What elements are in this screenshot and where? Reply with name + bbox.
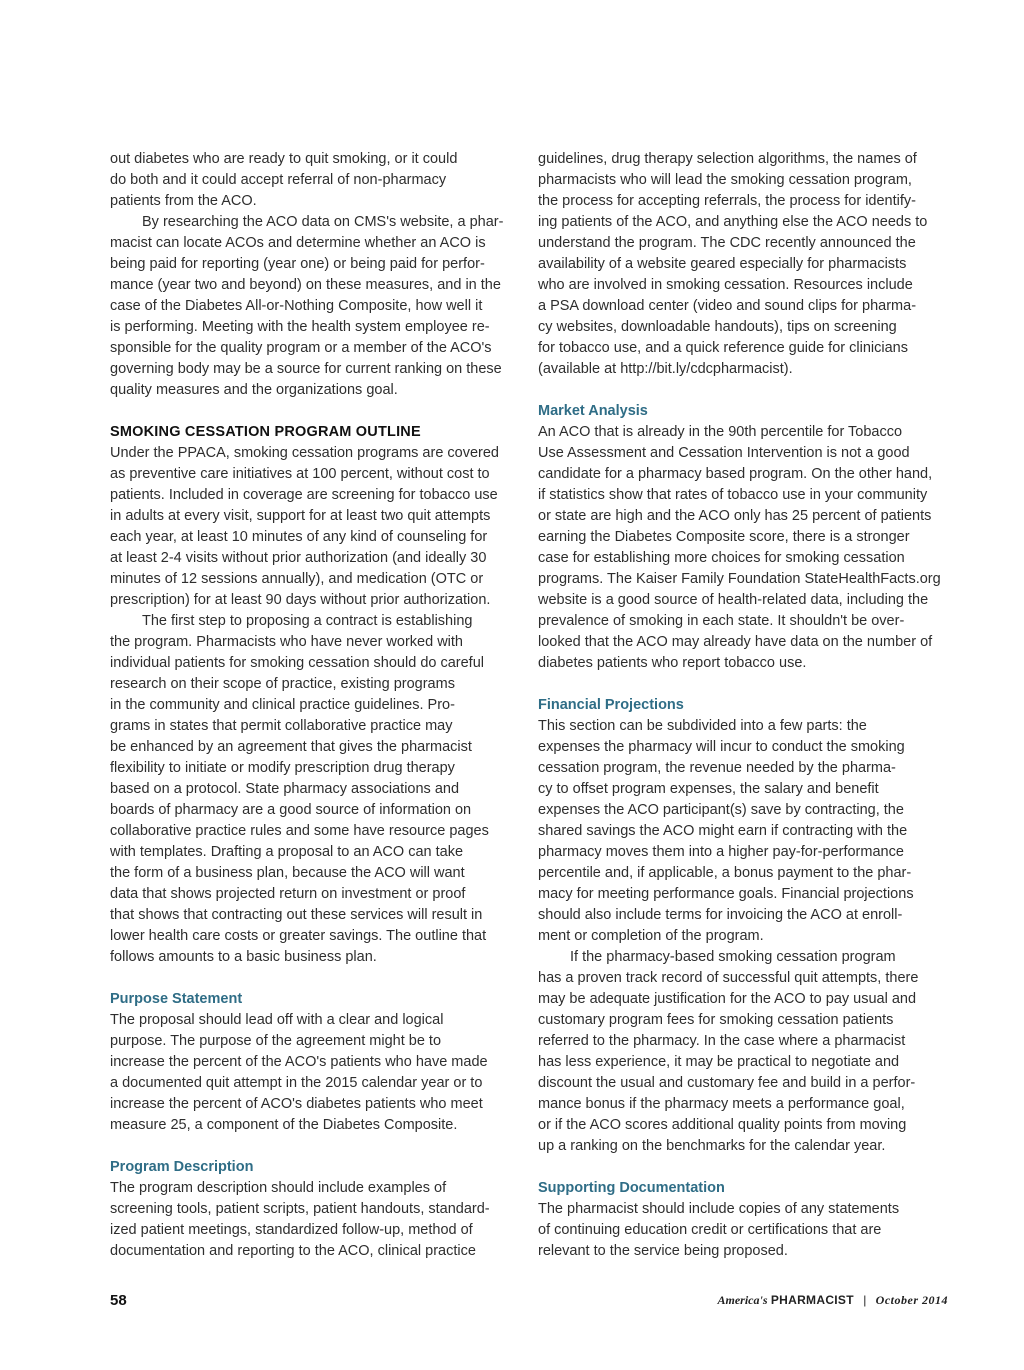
text-line: cy websites, downloadable handouts), tips on screening	[538, 319, 897, 335]
text-line: measure 25, a component of the Diabetes Composite.	[110, 1117, 458, 1133]
text-line: has less experience, it may be practical to negotiate and	[538, 1054, 900, 1070]
text-line: The proposal should lead off with a clear and logical	[110, 1012, 444, 1028]
text-line: macist can locate ACOs and determine whether an ACO is	[110, 235, 486, 251]
text-line: relevant to the service being proposed.	[538, 1243, 788, 1259]
text-line: increase the percent of ACO's diabetes patients who meet	[110, 1096, 483, 1112]
text-line: referred to the pharmacy. In the case where a pharmacist	[538, 1033, 906, 1049]
text-line: prevalence of smoking in each state. It shouldn't be over-	[538, 613, 905, 629]
text-line: mance bonus if the pharmacy meets a performance goal,	[538, 1096, 905, 1112]
outline-paragraphs	[110, 443, 520, 968]
section-heading-outline: SMOKING CESSATION PROGRAM OUTLINE	[110, 424, 421, 440]
text-line: follows amounts to a basic business plan.	[110, 949, 377, 965]
market-paragraph	[538, 422, 948, 674]
text-line: The first step to proposing a contract is establishing	[142, 613, 473, 629]
text-line: or if the ACO scores additional quality points from moving	[538, 1117, 907, 1133]
text-line: of continuing education credit or certifications that are	[538, 1222, 882, 1238]
publication-brand: PHARMACIST	[770, 1293, 854, 1307]
text-line: data that shows projected return on investment or proof	[110, 886, 466, 902]
text-line: increase the percent of the ACO's patients who have made	[110, 1054, 488, 1070]
text-line: earning the Diabetes Composite score, there is a stronger	[538, 529, 910, 545]
text-line: Under the PPACA, smoking cessation programs are covered	[110, 445, 499, 461]
text-line: collaborative practice rules and some have resource pages	[110, 823, 489, 839]
intro-paragraphs	[110, 149, 520, 401]
text-line: may be adequate justification for the ACO to pay usual and	[538, 991, 917, 1007]
text-line: should also include terms for invoicing the ACO at enroll-	[538, 907, 903, 923]
text-line: up a ranking on the benchmarks for the calendar year.	[538, 1138, 886, 1154]
page-footer	[110, 1292, 948, 1312]
text-line: prescription) for at least 90 days without prior authorization.	[110, 592, 491, 608]
text-line: mance (year two and beyond) on these measures, and in the	[110, 277, 501, 293]
text-line: a documented quit attempt in the 2015 calendar year or to	[110, 1075, 483, 1091]
text-line: based on a protocol. State pharmacy associations and	[110, 781, 460, 797]
text-line: in the community and clinical practice guidelines. Pro-	[110, 697, 455, 713]
text-line: pharmacy moves them into a higher pay-for-performance	[538, 844, 904, 860]
text-line: (available at http://bit.ly/cdcpharmacist).	[538, 361, 793, 377]
subheading-market-analysis: Market Analysis	[538, 403, 648, 419]
text-line: that shows that contracting out these services will result in	[110, 907, 483, 923]
text-line: The pharmacist should include copies of any statements	[538, 1201, 900, 1217]
text-line: a PSA download center (video and sound clips for pharma-	[538, 298, 917, 314]
text-line: research on their scope of practice, existing programs	[110, 676, 455, 692]
text-line: individual patients for smoking cessation should do careful	[110, 655, 484, 671]
text-line: the program. Pharmacists who have never worked with	[110, 634, 463, 650]
text-line: Use Assessment and Cessation Intervention is not a good	[538, 445, 910, 461]
purpose-paragraph	[110, 1010, 520, 1136]
text-line: boards of pharmacy are a good source of information on	[110, 802, 472, 818]
text-line: availability of a website geared especially for pharmacists	[538, 256, 907, 272]
text-line: sponsible for the quality program or a member of the ACO's	[110, 340, 492, 356]
text-line: do both and it could accept referral of non-pharmacy	[110, 172, 447, 188]
text-line: If the pharmacy-based smoking cessation program	[570, 949, 896, 965]
text-line: By researching the ACO data on CMS's website, a phar-	[142, 214, 504, 230]
program-paragraph-part1	[110, 1178, 520, 1262]
text-line: expenses the pharmacy will incur to conduct the smoking	[538, 739, 905, 755]
supporting-paragraph	[538, 1199, 948, 1262]
text-line: customary program fees for smoking cessation patients	[538, 1012, 894, 1028]
text-line: flexibility to initiate or modify prescription drug therapy	[110, 760, 455, 776]
text-line: website is a good source of health-related data, including the	[538, 592, 929, 608]
text-line: documentation and reporting to the ACO, clinical practice	[110, 1243, 476, 1259]
text-line: percentile and, if applicable, a bonus payment to the phar-	[538, 865, 912, 881]
text-line: if statistics show that rates of tobacco use in your community	[538, 487, 928, 503]
text-line: each year, at least 10 minutes of any kind of counseling for	[110, 529, 488, 545]
financial-paragraphs	[538, 716, 948, 1157]
text-line: with templates. Drafting a proposal to an ACO can take	[110, 844, 464, 860]
text-line: candidate for a pharmacy based program. On the other hand,	[538, 466, 933, 482]
text-line: in adults at every visit, support for at least two quit attempts	[110, 508, 491, 524]
text-line: ing patients of the ACO, and anything else the ACO needs to	[538, 214, 928, 230]
text-line: pharmacists who will lead the smoking cessation program,	[538, 172, 912, 188]
text-line: quality measures and the organizations goal.	[110, 382, 398, 398]
text-line: The program description should include examples of	[110, 1180, 447, 1196]
publication-name: America's	[717, 1293, 768, 1307]
text-line: looked that the ACO may already have data on the number of	[538, 634, 933, 650]
text-line: macy for meeting performance goals. Financial projections	[538, 886, 914, 902]
text-line: guidelines, drug therapy selection algorithms, the names of	[538, 151, 917, 167]
text-line: as preventive care initiatives at 100 percent, without cost to	[110, 466, 490, 482]
text-line: shared savings the ACO might earn if contracting with the	[538, 823, 908, 839]
issue-date: October 2014	[875, 1293, 948, 1307]
text-line: who are involved in smoking cessation. Resources include	[538, 277, 913, 293]
program-paragraph-part2	[538, 149, 948, 380]
left-column	[110, 149, 520, 1262]
text-line: lower health care costs or greater savings. The outline that	[110, 928, 487, 944]
text-line: or state are high and the ACO only has 25 percent of patients	[538, 508, 932, 524]
text-line: screening tools, patient scripts, patient handouts, standard-	[110, 1201, 490, 1217]
subheading-program-description: Program Description	[110, 1159, 254, 1175]
text-line: patients. Included in coverage are screening for tobacco use	[110, 487, 498, 503]
text-line: case for establishing more choices for smoking cessation	[538, 550, 905, 566]
text-line: for tobacco use, and a quick reference guide for clinicians	[538, 340, 908, 356]
text-line: ment or completion of the program.	[538, 928, 764, 944]
text-line: case of the Diabetes All-or-Nothing Composite, how well it	[110, 298, 483, 314]
text-line: diabetes patients who report tobacco use.	[538, 655, 807, 671]
text-line: has a proven track record of successful quit attempts, there	[538, 970, 919, 986]
subheading-purpose-statement: Purpose Statement	[110, 991, 243, 1007]
text-line: discount the usual and customary fee and build in a perfor-	[538, 1075, 916, 1091]
text-line: is performing. Meeting with the health system employee re-	[110, 319, 490, 335]
text-line: the process for accepting referrals, the process for identify-	[538, 193, 916, 209]
footer-separator: |	[863, 1293, 867, 1307]
text-line: expenses the ACO participant(s) save by contracting, the	[538, 802, 904, 818]
text-line: understand the program. The CDC recently announced the	[538, 235, 916, 251]
text-line: minutes of 12 sessions annually), and medication (OTC or	[110, 571, 484, 587]
text-line: at least 2-4 visits without prior authorization (and ideally 30	[110, 550, 487, 566]
text-line: out diabetes who are ready to quit smoking, or it could	[110, 151, 458, 167]
text-line: programs. The Kaiser Family Foundation StateHealthFacts.org	[538, 571, 941, 587]
text-line: cy to offset program expenses, the salary and benefit	[538, 781, 879, 797]
publication-masthead	[718, 1293, 948, 1308]
text-line: cessation program, the revenue needed by the pharma-	[538, 760, 896, 776]
text-line: be enhanced by an agreement that gives the pharmacist	[110, 739, 472, 755]
text-line: An ACO that is already in the 90th percentile for Tobacco	[538, 424, 903, 440]
right-column	[538, 149, 948, 1262]
text-line: grams in states that permit collaborative practice may	[110, 718, 453, 734]
subheading-financial-projections: Financial Projections	[538, 697, 684, 713]
text-line: This section can be subdivided into a few parts: the	[538, 718, 867, 734]
text-line: governing body may be a source for current ranking on these	[110, 361, 502, 377]
text-line: patients from the ACO.	[110, 193, 257, 209]
subheading-supporting-documentation: Supporting Documentation	[538, 1180, 725, 1196]
text-line: purpose. The purpose of the agreement might be to	[110, 1033, 442, 1049]
text-line: the form of a business plan, because the ACO will want	[110, 865, 465, 881]
text-line: being paid for reporting (year one) or being paid for perfor-	[110, 256, 485, 272]
text-line: ized patient meetings, standardized follow-up, method of	[110, 1222, 473, 1238]
page-number: 58	[110, 1292, 127, 1309]
